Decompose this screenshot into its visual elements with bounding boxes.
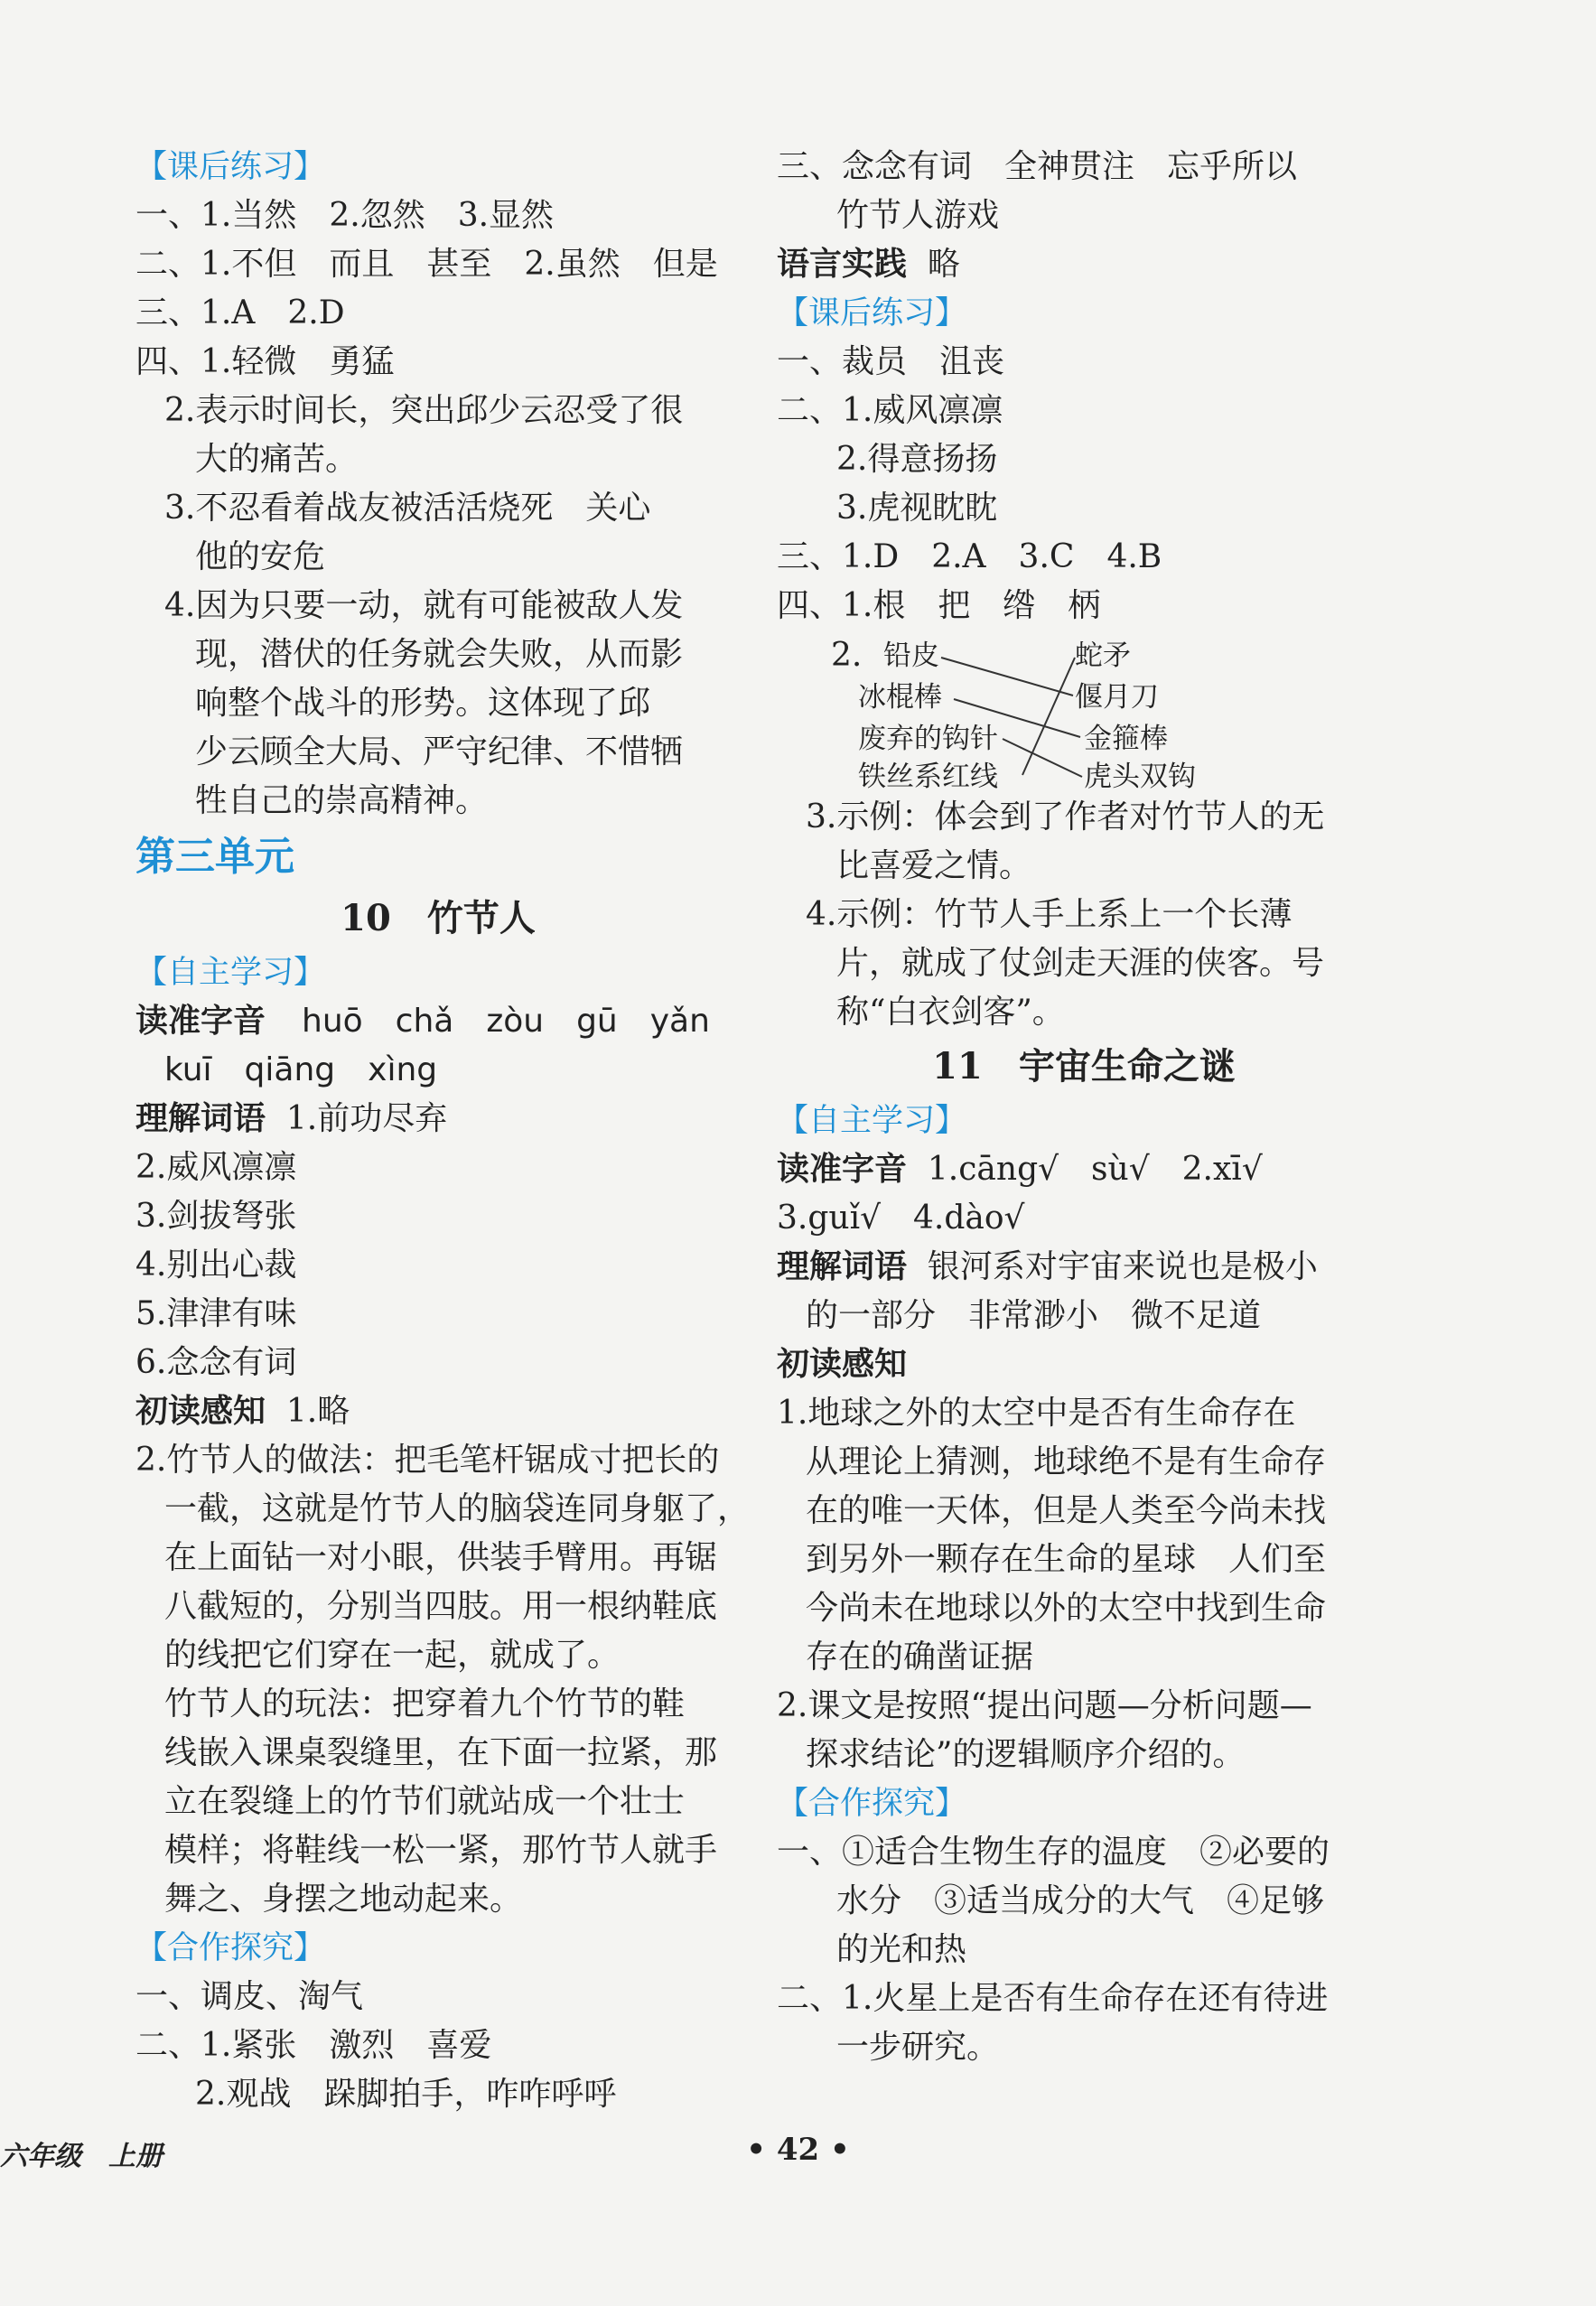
answer-line: 少云顾全大局、严守纪律、不惜牺 <box>195 733 684 770</box>
item-label: 理解词语 <box>777 1248 908 1285</box>
answer-line: 理解词语 1.前功尽弃 <box>135 1100 448 1137</box>
answer-line: 立在裂缝上的竹节们就站成一个壮士 <box>164 1783 686 1820</box>
matching-lines <box>777 630 1391 793</box>
lesson-title: 11 宇宙生命之谜 <box>932 1045 1236 1088</box>
matching-exercise <box>777 630 1391 793</box>
answer-line: 牲自己的崇高精神。 <box>195 782 489 819</box>
section-heading-hezuo: 【合作探究】 <box>777 1786 967 1822</box>
answer-line: 在的唯一天体，但是人类至今尚未找 <box>806 1492 1327 1529</box>
item-label: 初读感知 <box>135 1393 266 1430</box>
answer-line: 1.地球之外的太空中是否有生命存在 <box>777 1395 1296 1432</box>
answer-line: 2.威风凛凛 <box>135 1149 297 1186</box>
unit-title: 第三单元 <box>135 834 294 880</box>
answer-line: 到另外一颗存在生命的星球 人们至 <box>806 1541 1327 1578</box>
answer-line: 八截短的，分别当四肢。用一根纳鞋底 <box>164 1588 718 1625</box>
match-left-item: 废弃的钩针 <box>858 723 998 755</box>
answer-line: 响整个战斗的形势。这体现了邱 <box>195 685 651 722</box>
left-column <box>135 143 751 2119</box>
answer-line: 一截，这就是竹节人的脑袋连同身躯了， <box>164 1490 751 1527</box>
answer-line: 水分 ③适当成分的大气 ④足够 <box>836 1882 1325 1919</box>
answer-line: 读准字音 1.cāng√ sù√ 2.xī√ <box>777 1151 1263 1188</box>
section-heading-hezuo: 【合作探究】 <box>135 1930 326 1966</box>
match-right-item: 偃月刀 <box>1075 681 1159 714</box>
page-number: • 42 • <box>746 2132 850 2168</box>
answer-line: 初读感知 1.略 <box>135 1393 350 1430</box>
item-label: 理解词语 <box>135 1100 266 1137</box>
right-column <box>777 143 1391 2072</box>
answer-line: 3.剑拔弩张 <box>135 1198 297 1235</box>
match-right-item: 金箍棒 <box>1084 723 1168 755</box>
item-label: 读准字音 <box>777 1151 908 1188</box>
match-right-item: 蛇矛 <box>1075 640 1131 672</box>
answer-line: 称“白衣剑客”。 <box>836 994 1065 1031</box>
answer-line: 四、1.轻微 勇猛 <box>135 343 395 380</box>
lesson-title: 10 竹节人 <box>341 897 536 939</box>
answer-line: 模样；将鞋线一松一紧，那竹节人就手 <box>164 1832 718 1869</box>
answer-line: 4.别出心裁 <box>135 1246 297 1284</box>
answer-line: 二、1.紧张 激烈 喜爱 <box>135 2027 492 2064</box>
answer-line: 一步研究。 <box>836 2029 1000 2066</box>
answer-line: 3.guǐ√ 4.dào√ <box>777 1200 1025 1237</box>
answer-line: 理解词语 银河系对宇宙来说也是极小 <box>777 1248 1318 1285</box>
answer-line: 3.虎视眈眈 <box>836 490 998 527</box>
answer-line: 6.念念有词 <box>135 1344 297 1381</box>
answer-line: 从理论上猜测，地球绝不是有生命存 <box>806 1443 1327 1480</box>
answer-line: 存在的确凿证据 <box>806 1638 1034 1676</box>
answer-line: 二、1.威风凛凛 <box>777 392 1003 429</box>
answer-line: 比喜爱之情。 <box>836 847 1032 884</box>
pinyin: kuī qiāng xìng <box>164 1051 438 1088</box>
answer-line: 的线把它们穿在一起，就成了。 <box>164 1637 621 1674</box>
answer-line: 4.因为只要一动，就有可能被敌人发 <box>164 587 684 624</box>
item-label: 读准字音 <box>135 1003 266 1040</box>
answer-line: 2.得意扬扬 <box>836 441 998 478</box>
match-line <box>1022 658 1075 775</box>
match-left-item: 铅皮 <box>883 640 939 672</box>
answer-line: 2.观战 跺脚拍手，咋咋呼呼 <box>195 2076 617 2113</box>
answer-line: 3.示例：体会到了作者对竹节人的无 <box>806 798 1325 836</box>
footer-grade: 六年级 上册 <box>0 2141 163 2172</box>
match-number: 2. <box>831 637 863 674</box>
answer-line: 三、1.D 2.A 3.C 4.B <box>777 538 1162 575</box>
answer-line: 2.课文是按照“提出问题—分析问题— <box>777 1687 1312 1724</box>
answer-line: 一、裁员 沮丧 <box>777 343 1005 380</box>
answer-line: 2.表示时间长，突出邱少云忍受了很 <box>164 392 684 429</box>
item-label: 语言实践 <box>777 246 908 283</box>
answer-line: 今尚未在地球以外的太空中找到生命 <box>806 1590 1327 1627</box>
answer-line: 的光和热 <box>836 1931 967 1968</box>
match-left-item: 铁丝系红线 <box>858 761 998 793</box>
match-line <box>941 658 1073 696</box>
match-line <box>954 699 1080 737</box>
pinyin: huō chǎ zòu gū yǎn <box>302 1003 710 1040</box>
match-line <box>1003 739 1082 777</box>
answer-line: 3.不忍看着战友被活活烧死 关心 <box>164 490 651 527</box>
answer-line: 他的安危 <box>195 538 326 575</box>
section-heading-zizhu: 【自主学习】 <box>777 1103 967 1139</box>
match-right-item: 虎头双钩 <box>1084 761 1196 793</box>
answer-line: 5.津津有味 <box>135 1295 297 1332</box>
answer-line: 竹节人游戏 <box>836 197 1000 234</box>
answer-line: 的一部分 非常渺小 微不足道 <box>806 1297 1262 1334</box>
section-heading-zizhu: 【自主学习】 <box>135 955 326 991</box>
answer-line: 大的痛苦。 <box>195 441 359 478</box>
answer-line <box>135 997 741 1046</box>
section-heading-kehou: 【课后练习】 <box>135 149 326 185</box>
answer-line: 语言实践 略 <box>777 246 960 283</box>
section-heading-kehou: 【课后练习】 <box>777 295 967 331</box>
answer-line: 探求结论”的逻辑顺序介绍的。 <box>806 1736 1246 1773</box>
answer-line: 二、1.不但 而且 甚至 2.虽然 但是 <box>135 246 718 283</box>
match-left-item: 冰棍棒 <box>858 681 942 714</box>
answer-line: 竹节人的玩法：把穿着九个竹节的鞋 <box>164 1685 686 1722</box>
answer-line: 线嵌入课桌裂缝里，在下面一拉紧，那 <box>164 1734 718 1771</box>
answer-line: 一、1.当然 2.忽然 3.显然 <box>135 197 555 234</box>
answer-line: 现，潜伏的任务就会失败，从而影 <box>195 636 684 673</box>
answer-line: 三、1.A 2.D <box>135 294 345 331</box>
answer-line: 舞之、身摆之地动起来。 <box>164 1881 523 1918</box>
item-label: 初读感知 <box>777 1346 908 1383</box>
answer-line: 四、1.根 把 绺 柄 <box>777 587 1101 624</box>
answer-line: 片，就成了仗剑走天涯的侠客。号 <box>836 945 1325 982</box>
answer-line: 一、调皮、淘气 <box>135 1978 364 2015</box>
answer-line: 三、念念有词 全神贯注 忘乎所以 <box>777 148 1298 185</box>
answer-line: 二、1.火星上是否有生命存在还有待进 <box>777 1980 1329 2017</box>
answer-line: 在上面钻一对小眼，供装手臂用。再锯 <box>164 1539 718 1576</box>
answer-line: 一、①适合生物生存的温度 ②必要的 <box>777 1834 1330 1871</box>
answer-line: 2.竹节人的做法：把毛笔杆锯成寸把长的 <box>135 1442 720 1479</box>
answer-line: 4.示例：竹节人手上系上一个长薄 <box>806 896 1293 933</box>
